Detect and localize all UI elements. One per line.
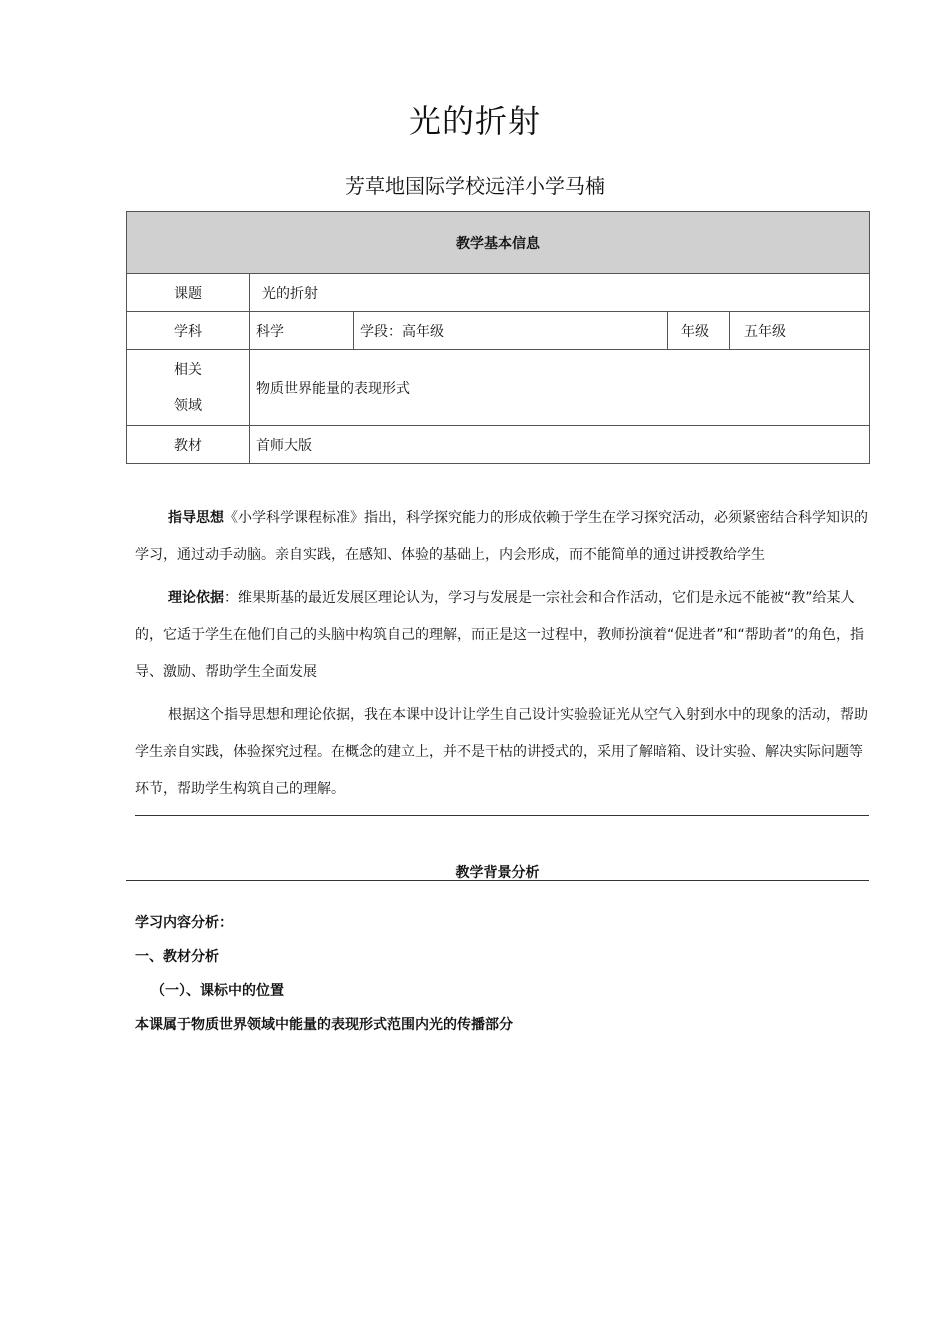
table-row bbox=[127, 426, 870, 464]
grade-value: 五年级 bbox=[730, 312, 870, 350]
field-label bbox=[127, 350, 250, 426]
analysis-section bbox=[135, 912, 513, 1048]
guiding-principle-label: 指导思想 bbox=[168, 510, 224, 526]
table-row bbox=[127, 350, 870, 426]
field-label-line-1: 相关 bbox=[174, 361, 202, 378]
theory-basis-label: 理论依据 bbox=[168, 590, 224, 606]
topic-label: 课题 bbox=[127, 274, 250, 312]
topic-value: 光的折射 bbox=[250, 274, 870, 312]
table-header-row bbox=[127, 212, 870, 274]
theory-basis-text: ：维果斯基的最近发展区理论认为，学习与发展是一宗社会和合作活动，它们是永远不能被“教”给某人的，它适于学生在他们自己的头脑中构筑自己的理解，而正是这一过程中，教师扮演着“促进者”和“帮助者”的角色，指导、激励、帮助学生全面发展 bbox=[135, 590, 865, 680]
textbook-analysis-heading: 一、教材分析 bbox=[135, 949, 219, 965]
background-section-title: 教学背景分析 bbox=[455, 865, 540, 881]
divider bbox=[135, 815, 869, 816]
page-title: 光的折射 bbox=[408, 102, 541, 140]
subject-label: 学科 bbox=[127, 312, 250, 350]
scope-summary: 本课属于物质世界领域中能量的表现形式范围内光的传播部分 bbox=[135, 1017, 513, 1033]
textbook-value: 首师大版 bbox=[250, 426, 870, 464]
field-value: 物质世界能量的表现形式 bbox=[250, 350, 870, 426]
grade-label: 年级 bbox=[668, 312, 730, 350]
guidance-section bbox=[135, 500, 869, 814]
design-paragraph: 根据这个指导思想和理论依据，我在本课中设计让学生自己设计实验验证光从空气入射到水中的现象的活动，帮助学生亲自实践，体验探究过程。在概念的建立上，并不是干枯的讲授式的，采用了解暗箱、设计实验、解决实际问题等环节，帮助学生构筑自己的理解。 bbox=[135, 707, 868, 797]
divider bbox=[126, 880, 869, 881]
theory-basis-paragraph bbox=[135, 580, 869, 691]
table-row bbox=[127, 274, 870, 312]
basic-info-table bbox=[126, 211, 870, 464]
stage-value: 学段：高年级 bbox=[354, 312, 668, 350]
guiding-principle-text: 《小学科学课程标准》指出，科学探究能力的形成依赖于学生在学习探究活动，必须紧密结合科学知识的学习，通过动手动脑。亲自实践，在感知、体验的基础上，内会形成，而不能简单的通过讲授教给学生 bbox=[135, 510, 868, 563]
content-heading: 学习内容分析： bbox=[135, 915, 233, 931]
table-row bbox=[127, 312, 870, 350]
field-label-line-2: 领域 bbox=[174, 397, 202, 414]
textbook-label: 教材 bbox=[127, 426, 250, 464]
curriculum-position-heading: （一）、课标中的位置 bbox=[151, 983, 284, 999]
table-header: 教学基本信息 bbox=[127, 212, 870, 274]
subject-value: 科学 bbox=[250, 312, 354, 350]
guiding-principle-paragraph bbox=[135, 500, 869, 574]
author-subtitle: 芳草地国际学校远洋小学马楠 bbox=[345, 174, 605, 198]
